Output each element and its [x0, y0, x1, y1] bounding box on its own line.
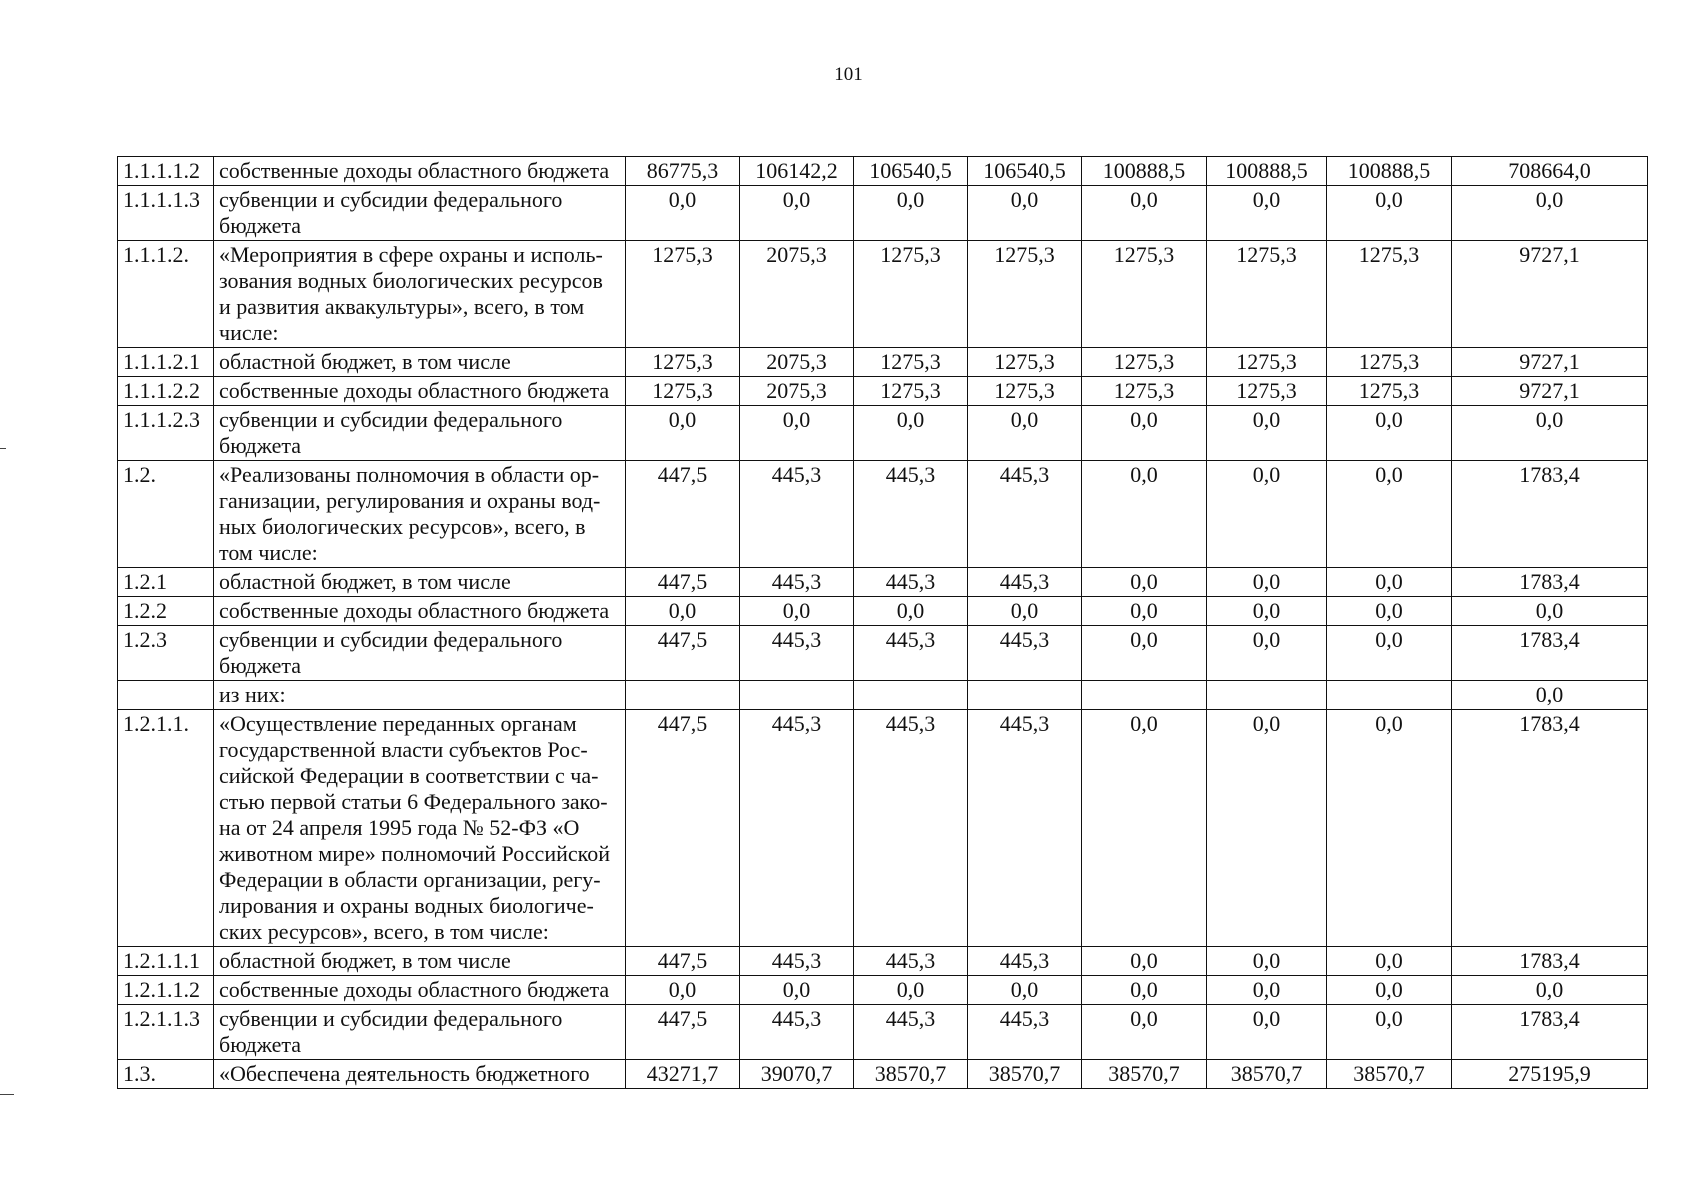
year-value-cell: 1275,3	[1082, 377, 1207, 406]
total-value-cell: 0,0	[1452, 186, 1648, 241]
year-value-cell: 1275,3	[854, 241, 968, 348]
table-row	[118, 710, 1648, 947]
year-value-cell: 445,3	[740, 1005, 854, 1060]
year-value-cell: 0,0	[1207, 406, 1327, 461]
total-value-cell: 0,0	[1452, 597, 1648, 626]
row-description: областной бюджет, в том числе	[214, 568, 626, 597]
row-code: 1.2.	[118, 461, 214, 568]
table-row	[118, 241, 1648, 348]
year-value-cell: 0,0	[968, 976, 1082, 1005]
year-value-cell: 0,0	[1082, 976, 1207, 1005]
year-value-cell: 0,0	[1082, 597, 1207, 626]
row-code: 1.2.1.1.	[118, 710, 214, 947]
year-value-cell: 38570,7	[968, 1060, 1082, 1089]
table-row	[118, 947, 1648, 976]
year-value-cell: 0,0	[1327, 461, 1452, 568]
year-value-cell: 0,0	[1207, 710, 1327, 947]
year-value-cell: 0,0	[1207, 626, 1327, 681]
year-value-cell: 0,0	[626, 186, 740, 241]
row-description: из них:	[214, 681, 626, 710]
year-value-cell: 38570,7	[854, 1060, 968, 1089]
year-value-cell	[626, 681, 740, 710]
year-value-cell: 0,0	[1327, 1005, 1452, 1060]
budget-table	[117, 156, 1648, 1089]
row-code: 1.1.1.2.2	[118, 377, 214, 406]
total-value-cell: 1783,4	[1452, 568, 1648, 597]
year-value-cell: 1275,3	[854, 377, 968, 406]
year-value-cell: 1275,3	[626, 348, 740, 377]
year-value-cell: 0,0	[1082, 568, 1207, 597]
row-description: субвенции и субсидии федерального бюджета	[214, 406, 626, 461]
year-value-cell: 0,0	[1082, 626, 1207, 681]
year-value-cell: 0,0	[854, 597, 968, 626]
year-value-cell: 38570,7	[1207, 1060, 1327, 1089]
row-code: 1.2.1.1.2	[118, 976, 214, 1005]
year-value-cell: 0,0	[1327, 710, 1452, 947]
year-value-cell: 39070,7	[740, 1060, 854, 1089]
year-value-cell: 0,0	[626, 597, 740, 626]
total-value-cell: 0,0	[1452, 406, 1648, 461]
year-value-cell	[740, 681, 854, 710]
year-value-cell: 447,5	[626, 568, 740, 597]
total-value-cell: 0,0	[1452, 681, 1648, 710]
row-description: «Обеспечена деятельность бюджетного	[214, 1060, 626, 1089]
year-value-cell: 0,0	[1207, 947, 1327, 976]
year-value-cell: 1275,3	[1327, 377, 1452, 406]
row-description: областной бюджет, в том числе	[214, 348, 626, 377]
table-row	[118, 377, 1648, 406]
year-value-cell: 0,0	[968, 597, 1082, 626]
year-value-cell: 445,3	[740, 568, 854, 597]
year-value-cell: 0,0	[1082, 710, 1207, 947]
year-value-cell: 0,0	[1082, 461, 1207, 568]
year-value-cell: 0,0	[854, 976, 968, 1005]
row-description: собственные доходы областного бюджета	[214, 157, 626, 186]
row-description: собственные доходы областного бюджета	[214, 377, 626, 406]
row-description: «Реализованы полномочия в области ор-ганизации, регулирования и охраны вод-ных биологических ресурсов», всего, в том числе:	[214, 461, 626, 568]
year-value-cell: 0,0	[1327, 597, 1452, 626]
total-value-cell: 9727,1	[1452, 241, 1648, 348]
year-value-cell: 445,3	[854, 1005, 968, 1060]
year-value-cell: 100888,5	[1082, 157, 1207, 186]
year-value-cell: 0,0	[1327, 626, 1452, 681]
year-value-cell: 0,0	[1082, 186, 1207, 241]
row-code: 1.2.1.1.1	[118, 947, 214, 976]
year-value-cell: 0,0	[1207, 568, 1327, 597]
total-value-cell: 1783,4	[1452, 461, 1648, 568]
year-value-cell: 0,0	[740, 186, 854, 241]
total-value-cell: 1783,4	[1452, 947, 1648, 976]
year-value-cell: 43271,7	[626, 1060, 740, 1089]
year-value-cell: 445,3	[740, 710, 854, 947]
table-row	[118, 461, 1648, 568]
year-value-cell: 0,0	[1207, 976, 1327, 1005]
year-value-cell	[1327, 681, 1452, 710]
year-value-cell	[968, 681, 1082, 710]
year-value-cell: 0,0	[1207, 1005, 1327, 1060]
year-value-cell: 445,3	[968, 947, 1082, 976]
total-value-cell: 9727,1	[1452, 377, 1648, 406]
year-value-cell: 106540,5	[968, 157, 1082, 186]
row-description: собственные доходы областного бюджета	[214, 597, 626, 626]
year-value-cell: 0,0	[1082, 406, 1207, 461]
year-value-cell: 86775,3	[626, 157, 740, 186]
row-code: 1.2.3	[118, 626, 214, 681]
year-value-cell: 0,0	[1327, 186, 1452, 241]
table-row	[118, 626, 1648, 681]
table-row	[118, 1005, 1648, 1060]
year-value-cell: 1275,3	[1082, 348, 1207, 377]
year-value-cell: 0,0	[1082, 1005, 1207, 1060]
year-value-cell: 0,0	[626, 406, 740, 461]
year-value-cell: 445,3	[968, 626, 1082, 681]
year-value-cell: 1275,3	[854, 348, 968, 377]
year-value-cell: 1275,3	[1207, 377, 1327, 406]
year-value-cell: 1275,3	[1327, 348, 1452, 377]
row-description: собственные доходы областного бюджета	[214, 976, 626, 1005]
year-value-cell: 0,0	[854, 406, 968, 461]
year-value-cell	[1207, 681, 1327, 710]
year-value-cell: 1275,3	[1327, 241, 1452, 348]
total-value-cell: 708664,0	[1452, 157, 1648, 186]
year-value-cell: 0,0	[740, 406, 854, 461]
year-value-cell: 100888,5	[1207, 157, 1327, 186]
row-code: 1.1.1.1.2	[118, 157, 214, 186]
year-value-cell: 1275,3	[1207, 241, 1327, 348]
year-value-cell: 447,5	[626, 947, 740, 976]
year-value-cell: 445,3	[740, 626, 854, 681]
row-code: 1.1.1.2.	[118, 241, 214, 348]
year-value-cell: 0,0	[1327, 976, 1452, 1005]
total-value-cell: 9727,1	[1452, 348, 1648, 377]
table-row	[118, 568, 1648, 597]
year-value-cell: 106540,5	[854, 157, 968, 186]
year-value-cell: 447,5	[626, 626, 740, 681]
year-value-cell: 0,0	[1082, 947, 1207, 976]
year-value-cell: 445,3	[968, 461, 1082, 568]
year-value-cell: 1275,3	[968, 377, 1082, 406]
year-value-cell: 0,0	[1327, 406, 1452, 461]
table-row	[118, 976, 1648, 1005]
table-row	[118, 348, 1648, 377]
year-value-cell: 445,3	[968, 568, 1082, 597]
row-description: «Осуществление переданных органам государственной власти субъектов Рос-сийской Федерации в соответствии с ча-стью первой статьи 6 Федерального зако-на от 24 апреля 1995 года № 52-ФЗ «О животном мире» полномочий Российской Федерации в области организации, регу-лирования и охраны водных биологиче-ских ресурсов», всего, в том числе:	[214, 710, 626, 947]
row-description: субвенции и субсидии федерального бюджета	[214, 1005, 626, 1060]
year-value-cell: 0,0	[626, 976, 740, 1005]
year-value-cell: 106142,2	[740, 157, 854, 186]
year-value-cell: 445,3	[968, 710, 1082, 947]
year-value-cell	[854, 681, 968, 710]
total-value-cell: 1783,4	[1452, 626, 1648, 681]
year-value-cell: 445,3	[740, 947, 854, 976]
year-value-cell: 2075,3	[740, 348, 854, 377]
year-value-cell: 445,3	[854, 461, 968, 568]
year-value-cell: 445,3	[854, 568, 968, 597]
row-code: 1.1.1.2.3	[118, 406, 214, 461]
row-code	[118, 681, 214, 710]
row-description: субвенции и субсидии федерального бюджета	[214, 186, 626, 241]
row-description: субвенции и субсидии федерального бюджета	[214, 626, 626, 681]
year-value-cell: 1275,3	[626, 377, 740, 406]
year-value-cell: 0,0	[968, 406, 1082, 461]
year-value-cell: 100888,5	[1327, 157, 1452, 186]
year-value-cell: 38570,7	[1082, 1060, 1207, 1089]
year-value-cell: 445,3	[854, 626, 968, 681]
year-value-cell: 447,5	[626, 710, 740, 947]
year-value-cell: 0,0	[968, 186, 1082, 241]
year-value-cell: 445,3	[854, 947, 968, 976]
year-value-cell: 2075,3	[740, 241, 854, 348]
year-value-cell	[1082, 681, 1207, 710]
year-value-cell: 38570,7	[1327, 1060, 1452, 1089]
year-value-cell: 445,3	[740, 461, 854, 568]
year-value-cell: 1275,3	[626, 241, 740, 348]
row-code: 1.3.	[118, 1060, 214, 1089]
year-value-cell: 1275,3	[1082, 241, 1207, 348]
row-code: 1.2.1	[118, 568, 214, 597]
year-value-cell: 1275,3	[968, 241, 1082, 348]
year-value-cell: 0,0	[740, 597, 854, 626]
table-row	[118, 597, 1648, 626]
table-row	[118, 406, 1648, 461]
edge-mark	[0, 448, 6, 449]
year-value-cell: 0,0	[1327, 947, 1452, 976]
row-description: «Мероприятия в сфере охраны и исполь-зования водных биологических ресурсов и развития аквакультуры», всего, в том числе:	[214, 241, 626, 348]
total-value-cell: 0,0	[1452, 976, 1648, 1005]
table-row	[118, 157, 1648, 186]
total-value-cell: 1783,4	[1452, 710, 1648, 947]
year-value-cell: 1275,3	[968, 348, 1082, 377]
table-row	[118, 681, 1648, 710]
table-row	[118, 186, 1648, 241]
row-code: 1.1.1.2.1	[118, 348, 214, 377]
year-value-cell: 0,0	[1327, 568, 1452, 597]
year-value-cell: 445,3	[854, 710, 968, 947]
year-value-cell: 2075,3	[740, 377, 854, 406]
table-row	[118, 1060, 1648, 1089]
total-value-cell: 1783,4	[1452, 1005, 1648, 1060]
edge-mark	[0, 1094, 14, 1095]
year-value-cell: 0,0	[1207, 461, 1327, 568]
year-value-cell: 445,3	[968, 1005, 1082, 1060]
row-description: областной бюджет, в том числе	[214, 947, 626, 976]
year-value-cell: 447,5	[626, 1005, 740, 1060]
year-value-cell: 0,0	[854, 186, 968, 241]
year-value-cell: 0,0	[1207, 597, 1327, 626]
year-value-cell: 1275,3	[1207, 348, 1327, 377]
year-value-cell: 447,5	[626, 461, 740, 568]
row-code: 1.1.1.1.3	[118, 186, 214, 241]
year-value-cell: 0,0	[1207, 186, 1327, 241]
page-number: 101	[834, 64, 863, 85]
row-code: 1.2.1.1.3	[118, 1005, 214, 1060]
total-value-cell: 275195,9	[1452, 1060, 1648, 1089]
year-value-cell: 0,0	[740, 976, 854, 1005]
row-code: 1.2.2	[118, 597, 214, 626]
